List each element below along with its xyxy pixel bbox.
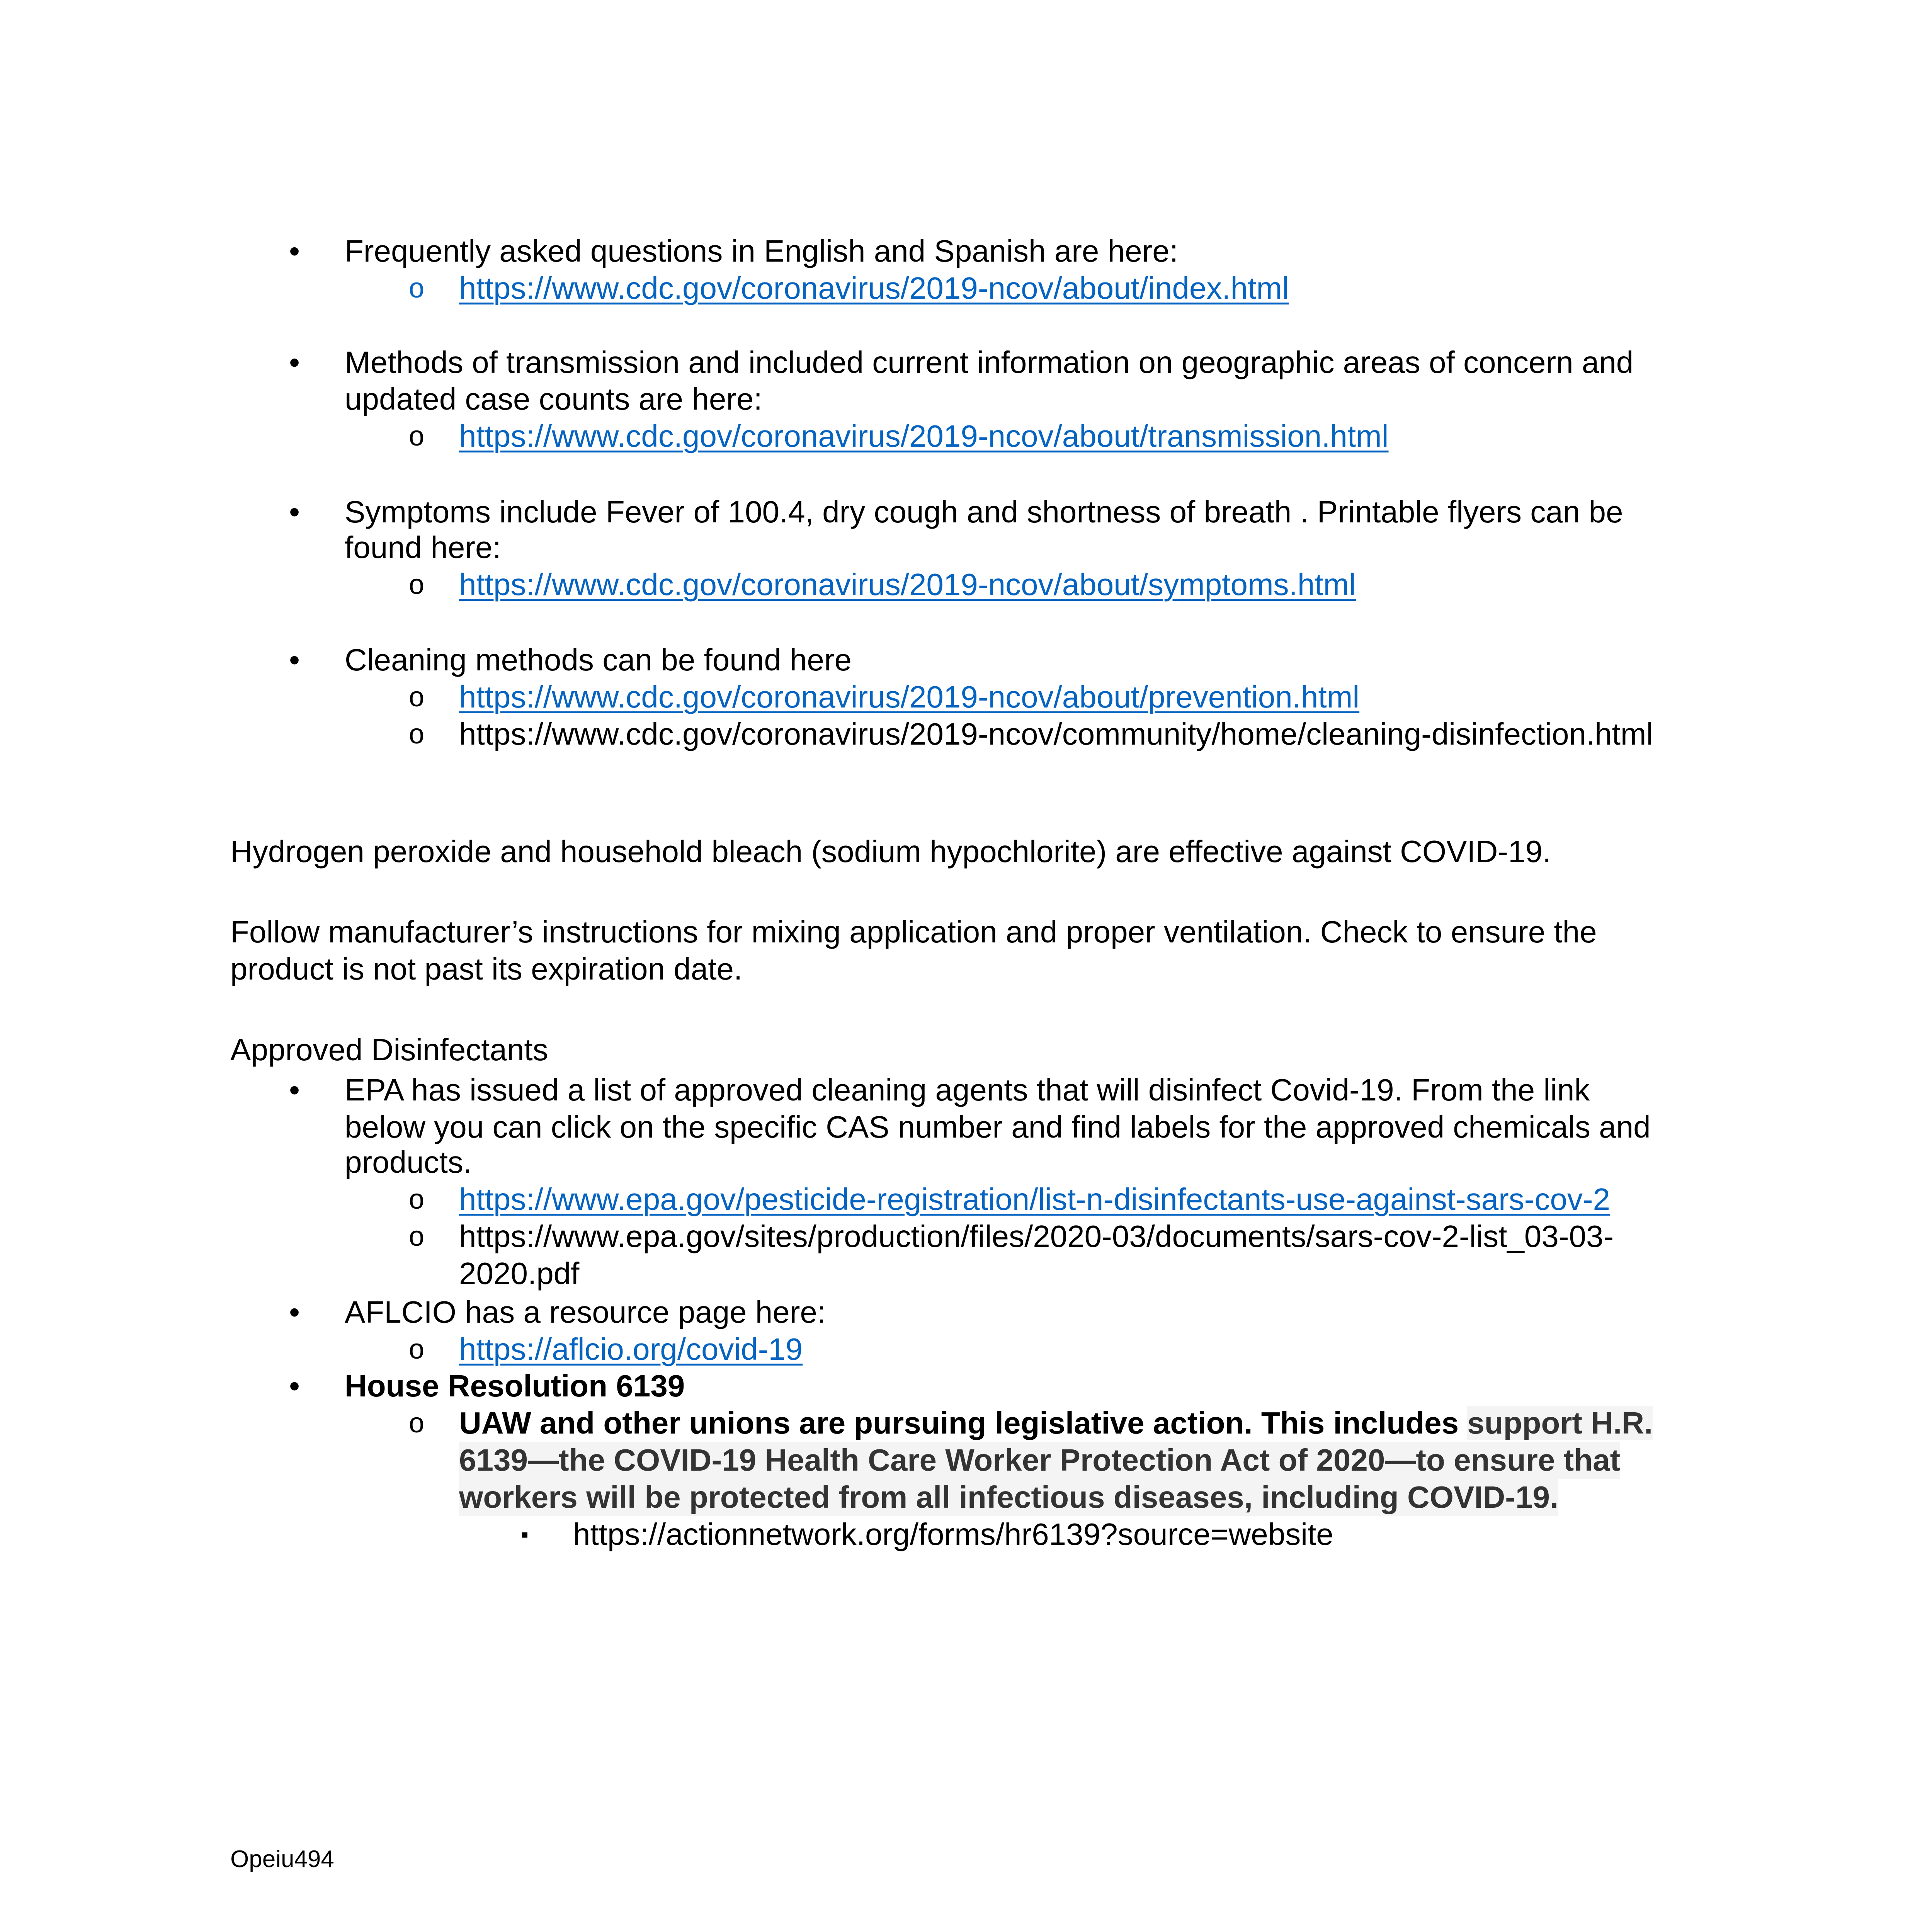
circle-bullet-icon: o (409, 1184, 425, 1215)
bullet-icon: • (289, 1369, 300, 1403)
cleaning-text: Cleaning methods can be found here (345, 643, 852, 677)
transmission-text-line1: Methods of transmission and included current information on geographic areas of concern and (345, 345, 1634, 379)
follow-paragraph-line2: product is not past its expiration date. (230, 952, 743, 986)
square-bullet-icon: ▪ (521, 1522, 529, 1546)
uaw-text-line2: 6139—the COVID-19 Health Care Worker Protection Act of 2020—to ensure that (459, 1442, 1620, 1479)
aflcio-link[interactable]: https://aflcio.org/covid-19 (459, 1332, 803, 1366)
approved-heading: Approved Disinfectants (230, 1032, 548, 1067)
follow-paragraph-line1: Follow manufacturer’s instructions for mixing application and proper ventilation. Check to ensure the (230, 915, 1597, 949)
footer-text: Opeiu494 (230, 1846, 334, 1872)
hydrogen-paragraph: Hydrogen peroxide and household bleach (sodium hypochlorite) are effective against COVID-19. (230, 834, 1551, 869)
bullet-icon: • (289, 643, 300, 677)
symptoms-text-line2: found here: (345, 530, 501, 565)
circle-bullet-icon: o (409, 1334, 425, 1365)
uaw-text-a: UAW and other unions are pursuing legislative action. This includes (459, 1406, 1468, 1440)
transmission-link[interactable]: https://www.cdc.gov/coronavirus/2019-ncov/about/transmission.html (459, 419, 1389, 453)
bullet-icon: • (289, 1295, 300, 1329)
circle-bullet-icon: o (409, 569, 425, 600)
circle-bullet-icon: o (409, 719, 425, 750)
epa-list-link[interactable]: https://www.epa.gov/pesticide-registration/list-n-disinfectants-use-against-sars-cov-2 (459, 1182, 1611, 1216)
circle-bullet-icon: o (409, 421, 425, 452)
aflcio-text: AFLCIO has a resource page here: (345, 1295, 826, 1329)
epa-pdf-url-line2: 2020.pdf (459, 1256, 580, 1291)
uaw-text-line1 (459, 1405, 1653, 1442)
circle-bullet-icon: o (409, 273, 425, 304)
bullet-icon: • (289, 495, 300, 529)
house-resolution-heading: House Resolution 6139 (345, 1369, 685, 1403)
epa-text-line1: EPA has issued a list of approved cleaning agents that will disinfect Covid-19. From the link (345, 1073, 1590, 1107)
symptoms-text-line1: Symptoms include Fever of 100.4, dry cough and shortness of breath . Printable flyers can be (345, 495, 1623, 529)
uaw-text-b: support H.R. (1467, 1406, 1653, 1440)
epa-text-line3: products. (345, 1145, 472, 1179)
action-network-url: https://actionnetwork.org/forms/hr6139?source=website (573, 1517, 1333, 1551)
circle-bullet-icon: o (409, 682, 425, 713)
cleaning-disinfection-url: https://www.cdc.gov/coronavirus/2019-ncov/community/home/cleaning-disinfection.html (459, 717, 1653, 751)
bullet-icon: • (289, 1073, 300, 1107)
prevention-link[interactable]: https://www.cdc.gov/coronavirus/2019-ncov/about/prevention.html (459, 680, 1360, 714)
uaw-text-line3: workers will be protected from all infectious diseases, including COVID-19. (459, 1479, 1558, 1516)
transmission-text-line2: updated case counts are here: (345, 382, 762, 416)
epa-pdf-url-line1: https://www.epa.gov/sites/production/files/2020-03/documents/sars-cov-2-list_03-03- (459, 1219, 1614, 1253)
epa-text-line2: below you can click on the specific CAS number and find labels for the approved chemicals and (345, 1110, 1651, 1144)
bullet-icon: • (289, 345, 300, 379)
faq-text: Frequently asked questions in English and Spanish are here: (345, 234, 1178, 268)
bullet-icon: • (289, 234, 300, 268)
circle-bullet-icon: o (409, 1221, 425, 1252)
circle-bullet-icon: o (409, 1408, 425, 1439)
symptoms-link[interactable]: https://www.cdc.gov/coronavirus/2019-ncov/about/symptoms.html (459, 567, 1356, 602)
faq-link[interactable]: https://www.cdc.gov/coronavirus/2019-ncov/about/index.html (459, 271, 1289, 305)
